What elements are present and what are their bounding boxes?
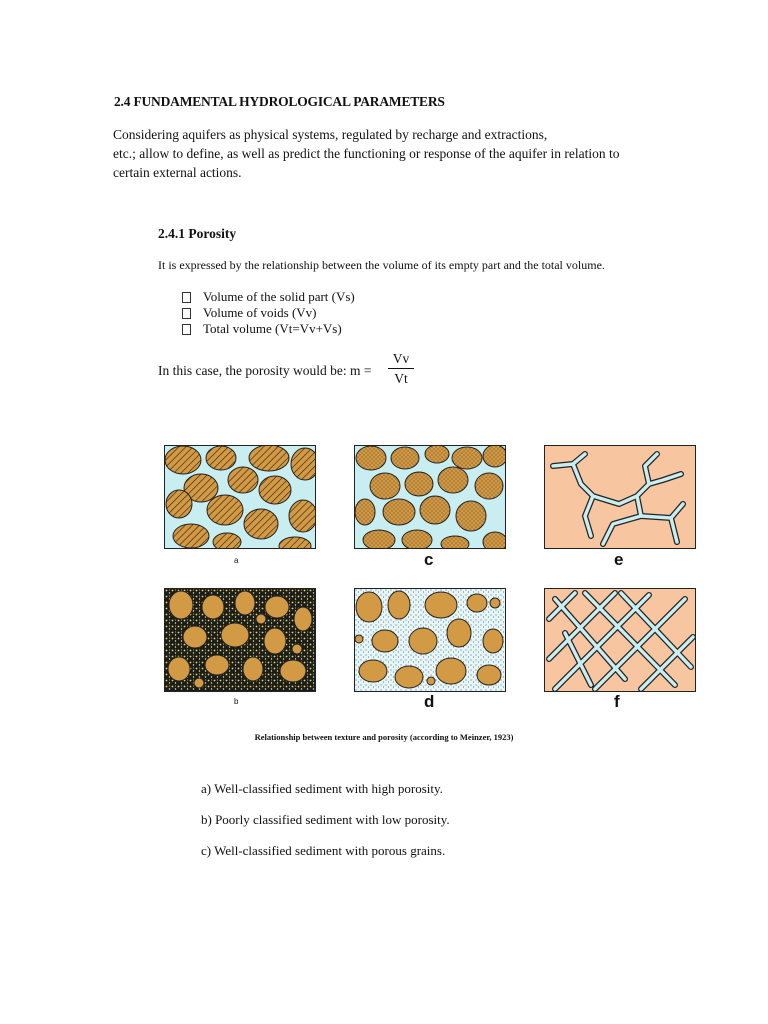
list-item: a) Well-classified sediment with high porosity. xyxy=(201,781,443,796)
bullet-text: Total volume (Vt=Vv+Vs) xyxy=(203,321,342,336)
texture-panel-f xyxy=(544,588,696,692)
texture-panel-c xyxy=(354,445,506,549)
fraction-denominator: Vt xyxy=(394,371,408,386)
panel-label-c: c xyxy=(424,550,434,569)
porosity-fraction xyxy=(388,350,414,387)
formula-text: In this case, the porosity would be: m = xyxy=(158,363,372,378)
bullet-text: Volume of the solid part (Vs) xyxy=(203,289,355,304)
bullet-item xyxy=(182,305,317,321)
checkbox-icon xyxy=(182,308,191,319)
intro-line-3: certain external actions. xyxy=(113,165,242,180)
texture-panel-a xyxy=(164,445,316,549)
section-heading: 2.4 FUNDAMENTAL HYDROLOGICAL PARAMETERS xyxy=(114,94,445,109)
panel-label-d: d xyxy=(424,692,435,711)
panel-label-e: e xyxy=(614,550,624,569)
panel-label-f: f xyxy=(614,692,620,711)
texture-panel-b xyxy=(164,588,316,692)
figure-caption: Relationship between texture and porosity (according to Meinzer, 1923) xyxy=(254,732,514,742)
fraction-bar xyxy=(388,368,414,369)
porosity-definition: It is expressed by the relationship between the volume of its empty part and the total volume. xyxy=(158,258,605,272)
list-item: c) Well-classified sediment with porous grains. xyxy=(201,843,446,858)
panel-label-b: b xyxy=(234,697,239,706)
bullet-item xyxy=(182,321,342,337)
intro-line-2: etc.; allow to define, as well as predict the functioning or response of the aquifer in relation to xyxy=(113,146,620,161)
checkbox-icon xyxy=(182,292,191,303)
intro-line-1: Considering aquifers as physical systems, regulated by recharge and extractions, xyxy=(113,127,548,142)
checkbox-icon xyxy=(182,324,191,335)
subsection-heading: 2.4.1 Porosity xyxy=(158,226,237,241)
bullet-item xyxy=(182,289,355,305)
texture-panel-d xyxy=(354,588,506,692)
bullet-text: Volume of voids (Vv) xyxy=(203,305,317,320)
texture-panel-e xyxy=(544,445,696,549)
panel-label-a: a xyxy=(234,556,239,565)
fraction-numerator: Vv xyxy=(392,351,410,366)
list-item: b) Poorly classified sediment with low porosity. xyxy=(201,812,450,827)
